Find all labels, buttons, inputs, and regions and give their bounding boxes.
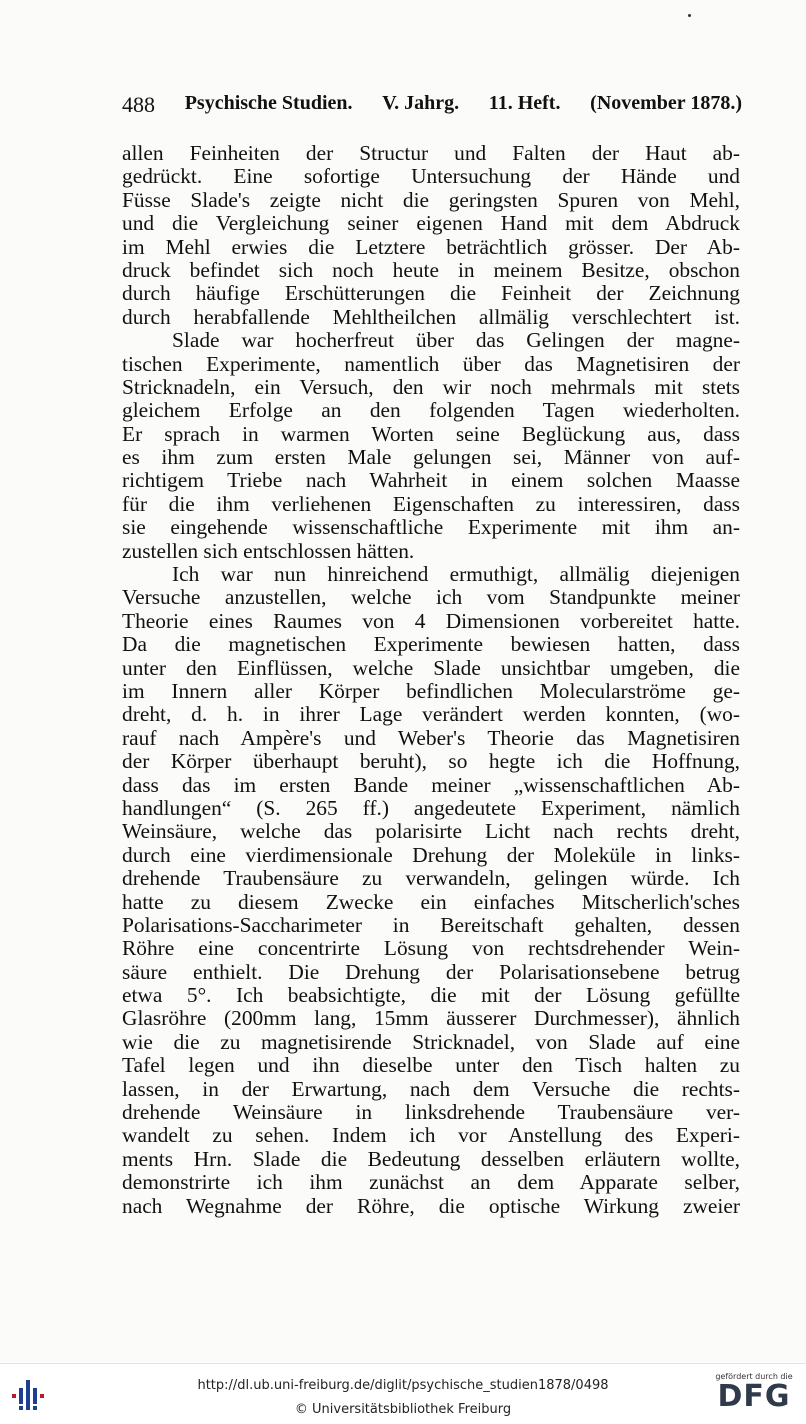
text-line: dreht, d. h. in ihrer Lage verändert werden konnten, (wo- [122, 703, 740, 727]
text-line: es ihm zum ersten Male gelungen sei, Männer von auf- [122, 446, 740, 470]
text-line: und die Vergleichung seiner eigenen Hand mit dem Abdruck [122, 212, 740, 236]
text-line: hatte zu diesem Zwecke ein einfaches Mitscherlich'sches [122, 890, 740, 914]
text-line: Er sprach in warmen Worten seine Beglückung aus, dass [122, 422, 740, 446]
text-line: ments Hrn. Slade die Bedeutung desselben erläutern wollte, [122, 1147, 740, 1171]
scan-speck [688, 14, 691, 17]
text-line: Weinsäure, welche das polarisirte Licht nach rechts dreht, [122, 820, 740, 844]
text-line: unter den Einflüssen, welche Slade unsichtbar umgeben, die [122, 656, 740, 680]
text-line: Theorie eines Raumes von 4 Dimensionen vorbereitet hatte. [122, 609, 740, 633]
text-line: für die ihm verliehenen Eigenschaften zu interessiren, dass [122, 492, 740, 516]
text-line: säure enthielt. Die Drehung der Polarisationsebene betrug [122, 960, 740, 984]
dfg-logo: DFG [717, 1379, 791, 1414]
page-number: 488 [122, 92, 155, 117]
text-line: Glasröhre (200mm lang, 15mm äusserer Durchmesser), ähnlich [122, 1007, 740, 1031]
text-line: zustellen sich entschlossen hätten. [122, 539, 415, 563]
text-line: durch eine vierdimensionale Drehung der Moleküle in links- [122, 843, 740, 867]
text-line: Versuche anzustellen, welche ich vom Standpunkte meiner [122, 586, 740, 610]
issue-label: 11. Heft. [488, 92, 561, 114]
text-line: wie die zu magnetisirende Stricknadel, von Slade auf eine [122, 1030, 740, 1054]
text-line: handlungen“ (S. 265 ff.) angedeutete Experiment, nämlich [122, 796, 740, 820]
text-line: nach Wegnahme der Röhre, die optische Wirkung zweier [122, 1194, 740, 1218]
text-line: tischen Experimente, namentlich über das Magnetisiren der [122, 352, 740, 376]
volume-label: V. Jahrg. [382, 92, 460, 114]
text-line: demonstrirte ich ihm zunächst an dem Apparate selber, [122, 1171, 740, 1195]
text-line: Röhre eine concentrirte Lösung von rechtsdrehender Wein- [122, 937, 740, 961]
text-line: druck befindet sich noch heute in meinem Besitze, obschon [122, 258, 740, 282]
text-line: Tafel legen und ihn dieselbe unter den Tisch halten zu [122, 1054, 740, 1078]
text-line: Slade war hocherfreut über das Gelingen der magne- [172, 329, 740, 353]
text-line: durch herabfallende Mehltheilchen allmälig verschlechtert ist. [122, 305, 740, 329]
text-line: durch häufige Erschütterungen die Feinheit der Zeichnung [122, 282, 740, 306]
text-line: etwa 5°. Ich beabsichtigte, die mit der Lösung gefüllte [122, 984, 740, 1008]
text-line: sie eingehende wissenschaftliche Experimente mit ihm an- [122, 516, 740, 540]
text-line: der Körper überhaupt beruht), so hegte ich die Hoffnung, [122, 750, 740, 774]
text-line: Ich war nun hinreichend ermuthigt, allmälig diejenigen [172, 563, 740, 587]
copyright-notice: © Universitätsbibliothek Freiburg [294, 1402, 512, 1417]
text-line: dass das im ersten Bande meiner „wissenschaftlichen Ab- [122, 773, 740, 797]
dfg-badge [710, 1372, 798, 1422]
text-line: Da die magnetischen Experimente bewiesen hatten, dass [122, 633, 740, 657]
running-head [122, 92, 742, 118]
text-line: lassen, in der Erwartung, nach dem Versuche die rechts- [122, 1077, 740, 1101]
running-title: Psychische Studien. [184, 92, 353, 114]
text-line: wandelt zu sehen. Indem ich vor Anstellung des Experi- [122, 1124, 740, 1148]
text-line: rauf nach Ampère's und Weber's Theorie das Magnetisiren [122, 726, 740, 750]
text-line: Stricknadeln, ein Versuch, den wir noch mehrmals mit stets [122, 375, 740, 399]
text-line: Polarisations-Saccharimeter in Bereitschaft gehalten, dessen [122, 913, 740, 937]
body-text [122, 142, 740, 1218]
text-line: richtigem Triebe nach Wahrheit in einem solchen Maasse [122, 469, 740, 493]
text-line: drehende Weinsäure in linksdrehende Traubensäure ver- [122, 1101, 740, 1125]
text-line: allen Feinheiten der Structur und Falten der Haut ab- [122, 142, 740, 165]
source-url[interactable]: http://dl.ub.uni-freiburg.de/diglit/psychische_studien1878/0498 [197, 1378, 609, 1393]
dfg-tagline: gefördert durch die [715, 1372, 793, 1381]
text-line: im Mehl erwies die Letztere beträchtlich grösser. Der Ab- [122, 235, 740, 259]
viewer-footer [0, 1363, 806, 1424]
text-line: Füsse Slade's zeigte nicht die geringsten Spuren von Mehl, [122, 188, 740, 212]
text-line: gedrückt. Eine sofortige Untersuchung der Hände und [122, 165, 740, 189]
issue-date: (November 1878.) [590, 92, 742, 114]
text-line: drehende Traubensäure zu verwandeln, gelingen würde. Ich [122, 867, 740, 891]
text-line: im Innern aller Körper befindlichen Molecularströme ge- [122, 679, 740, 703]
text-line: gleichem Erfolge an den folgenden Tagen wiederholten. [122, 399, 740, 423]
